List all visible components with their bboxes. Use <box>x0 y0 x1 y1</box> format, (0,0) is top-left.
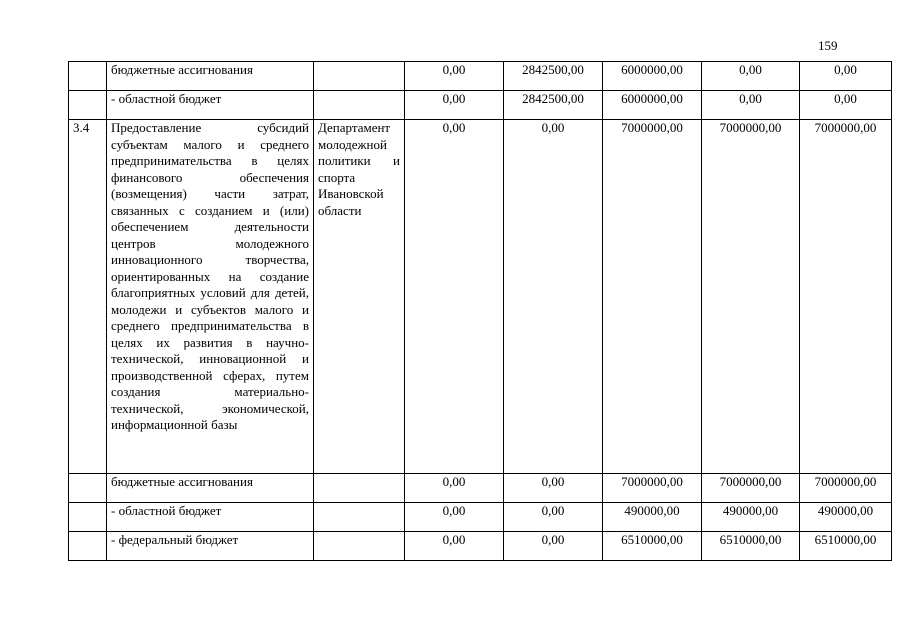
value-cell: 7000000,00 <box>603 474 702 503</box>
value-cell: 6510000,00 <box>603 532 702 561</box>
value-cell: 0,00 <box>800 62 892 91</box>
row-number-cell <box>69 503 107 532</box>
executor-cell <box>314 62 405 91</box>
value-cell: 0,00 <box>504 532 603 561</box>
page-number: 159 <box>818 38 838 53</box>
value-cell: 7000000,00 <box>702 474 800 503</box>
value-cell: 0,00 <box>702 62 800 91</box>
value-cell: 0,00 <box>800 91 892 120</box>
row-number-cell <box>69 474 107 503</box>
value-cell: 0,00 <box>504 120 603 474</box>
value-cell: 6510000,00 <box>702 532 800 561</box>
value-cell: 0,00 <box>405 503 504 532</box>
table-row <box>69 91 892 120</box>
value-cell: 490000,00 <box>603 503 702 532</box>
value-cell: 0,00 <box>504 503 603 532</box>
value-cell: 7000000,00 <box>603 120 702 474</box>
row-number-cell <box>69 62 107 91</box>
value-cell: 0,00 <box>405 474 504 503</box>
executor-cell <box>314 91 405 120</box>
value-cell: 0,00 <box>702 91 800 120</box>
row-label-cell: бюджетные ассигнования <box>107 474 314 503</box>
row-label-cell: - областной бюджет <box>107 503 314 532</box>
value-cell: 0,00 <box>405 91 504 120</box>
executor-cell <box>314 503 405 532</box>
value-cell: 6000000,00 <box>603 62 702 91</box>
row-label-cell: бюджетные ассигнования <box>107 62 314 91</box>
value-cell: 6000000,00 <box>603 91 702 120</box>
table-row <box>69 62 892 91</box>
value-cell: 6510000,00 <box>800 532 892 561</box>
value-cell: 7000000,00 <box>800 120 892 474</box>
executor-cell <box>314 532 405 561</box>
value-cell: 7000000,00 <box>800 474 892 503</box>
row-number-cell <box>69 91 107 120</box>
table-row-main <box>69 120 892 474</box>
executor-cell: Департамент молодежной политики и спорта Ивановской области <box>314 120 405 474</box>
row-label-cell: - федеральный бюджет <box>107 532 314 561</box>
value-cell: 2842500,00 <box>504 62 603 91</box>
row-label-cell: Предоставление субсидий субъектам малого и среднего предпринимательства в целях финансового обеспечения (возмещения) части затрат, связанных с созданием и (или) обеспечением деятельности центров молодежного инновационного творчества, ориентированных на создание благоприятных условий для детей, молодежи и субъектов малого и среднего предпринимательства в целях их развития в научно-технической, инновационной и производственной сферах, путем создания материально-технической, экономической, информационной базы <box>107 120 314 474</box>
value-cell: 0,00 <box>504 474 603 503</box>
table-row <box>69 503 892 532</box>
budget-table <box>68 61 892 561</box>
row-number-cell: 3.4 <box>69 120 107 474</box>
row-number-cell <box>69 532 107 561</box>
value-cell: 0,00 <box>405 120 504 474</box>
value-cell: 0,00 <box>405 62 504 91</box>
table-row <box>69 532 892 561</box>
table-row <box>69 474 892 503</box>
value-cell: 7000000,00 <box>702 120 800 474</box>
executor-cell <box>314 474 405 503</box>
value-cell: 490000,00 <box>702 503 800 532</box>
value-cell: 0,00 <box>405 532 504 561</box>
value-cell: 490000,00 <box>800 503 892 532</box>
row-label-cell: - областной бюджет <box>107 91 314 120</box>
value-cell: 2842500,00 <box>504 91 603 120</box>
